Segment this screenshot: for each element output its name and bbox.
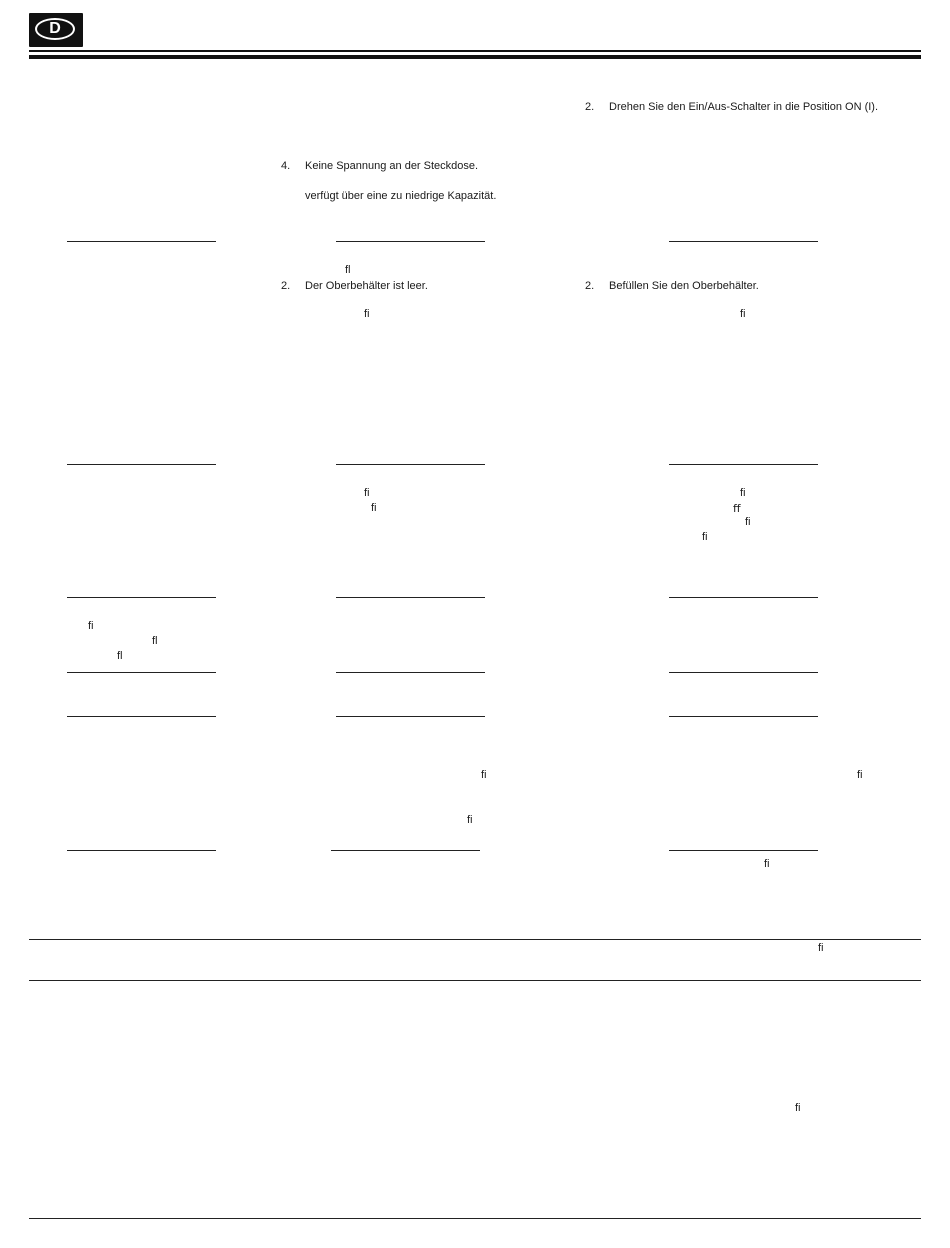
ligature-glyph: ﬁ <box>740 487 746 499</box>
column-divider <box>336 464 485 465</box>
ligature-glyph: ﬁ <box>467 814 473 826</box>
column-divider <box>67 716 216 717</box>
ligature-glyph: ﬁ <box>702 531 708 543</box>
list-number: 2. <box>281 280 291 292</box>
ligature-glyph: ﬁ <box>745 516 751 528</box>
column-divider <box>669 597 818 598</box>
header-rule-thick <box>29 55 921 59</box>
list-text: Befüllen Sie den Oberbehälter. <box>609 280 759 292</box>
list-number: 2. <box>585 280 595 292</box>
list-text: verfügt über eine zu niedrige Kapazität. <box>305 190 497 202</box>
ligature-glyph: ﬁ <box>371 502 377 514</box>
ligature-glyph: ﬂ <box>117 650 123 662</box>
section-rule <box>29 980 921 981</box>
ligature-glyph: ﬀ <box>733 503 741 515</box>
list-number: 2. <box>585 101 595 113</box>
ligature-glyph: ﬁ <box>857 769 863 781</box>
ligature-glyph: ﬁ <box>818 942 824 954</box>
column-divider <box>67 241 216 242</box>
ligature-glyph: ﬁ <box>364 308 370 320</box>
ligature-glyph: ﬁ <box>740 308 746 320</box>
ligature-glyph: ﬁ <box>481 769 487 781</box>
section-rule <box>29 939 921 940</box>
column-divider <box>669 241 818 242</box>
list-text: Keine Spannung an der Steckdose. <box>305 160 479 172</box>
column-divider <box>67 672 216 673</box>
ligature-glyph: ﬁ <box>88 620 94 632</box>
column-divider <box>669 850 818 851</box>
column-divider <box>67 464 216 465</box>
column-divider <box>669 716 818 717</box>
header-rule-thin <box>29 50 921 52</box>
language-badge-letter: D <box>35 18 75 40</box>
column-divider <box>669 464 818 465</box>
column-divider <box>336 597 485 598</box>
ligature-glyph: ﬂ <box>152 635 158 647</box>
column-divider <box>67 597 216 598</box>
footer-rule <box>29 1218 921 1219</box>
list-number: 4. <box>281 160 291 172</box>
column-divider <box>336 672 485 673</box>
list-text: Der Oberbehälter ist leer. <box>305 280 428 292</box>
language-badge <box>29 13 83 47</box>
ligature-glyph: ﬂ <box>345 264 351 276</box>
ligature-glyph: ﬁ <box>364 487 370 499</box>
list-text: Drehen Sie den Ein/Aus-Schalter in die Position ON (I). <box>609 101 879 113</box>
column-divider <box>336 716 485 717</box>
ligature-glyph: ﬁ <box>795 1102 801 1114</box>
column-divider <box>67 850 216 851</box>
column-divider <box>669 672 818 673</box>
column-divider <box>336 241 485 242</box>
ligature-glyph: ﬁ <box>764 858 770 870</box>
column-divider <box>331 850 480 851</box>
